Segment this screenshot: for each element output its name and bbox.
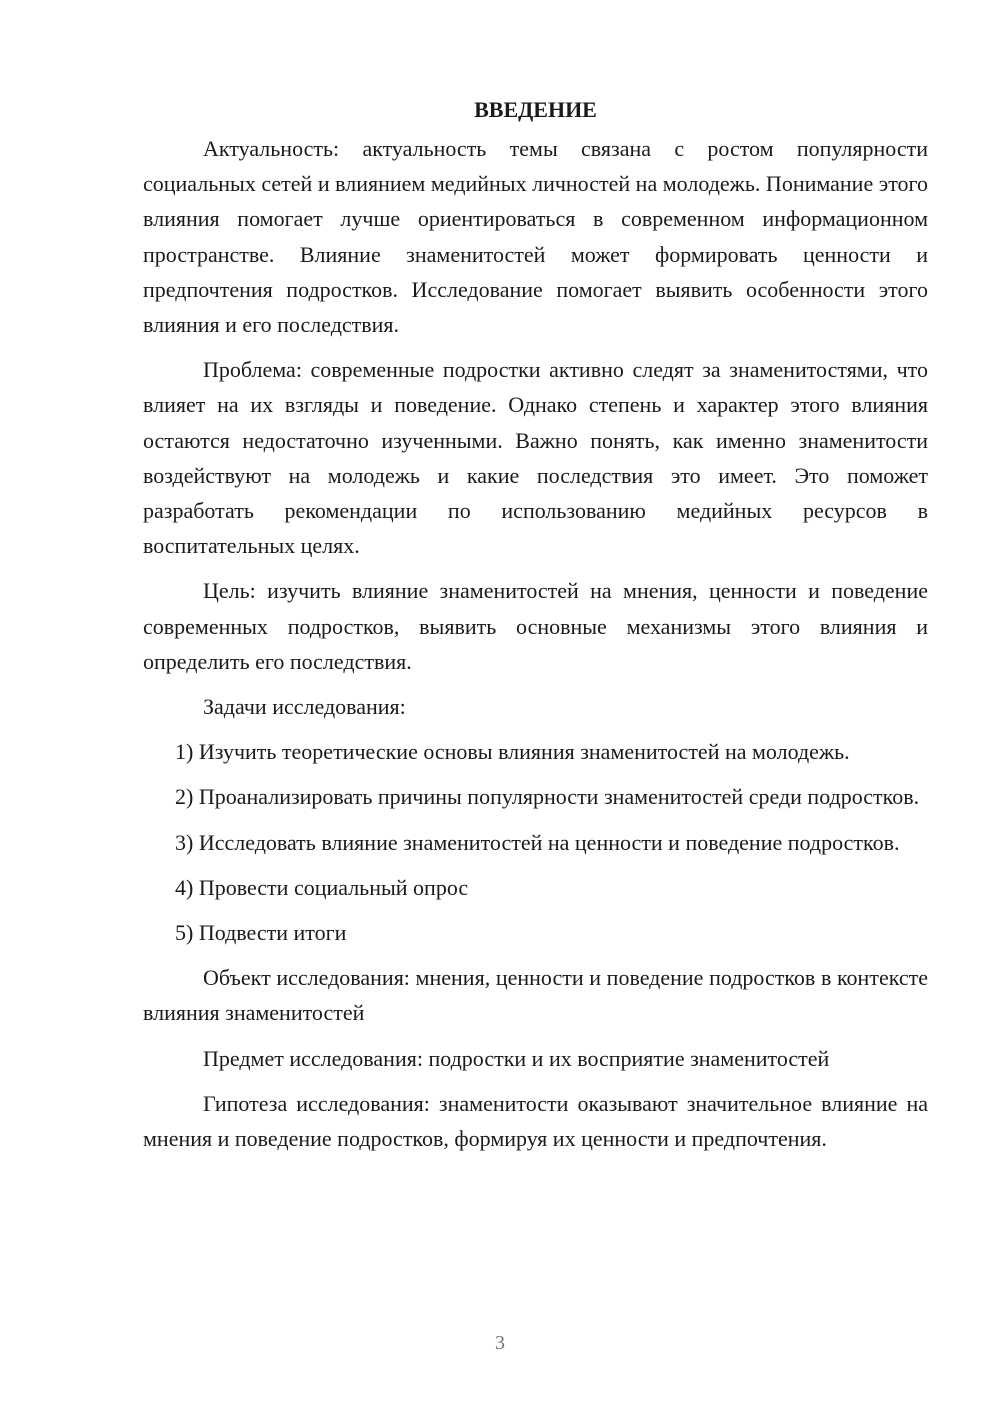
goal-paragraph: Цель: изучить влияние знаменитостей на мнения, ценности и поведение современных подростков, выявить основные механизмы этого влияния и определить его последствия. bbox=[143, 578, 928, 674]
subject-paragraph: Предмет исследования: подростки и их восприятие знаменитостей bbox=[203, 1045, 830, 1071]
task-item-1: 1) Изучить теоретические основы влияния знаменитостей на молодежь. bbox=[175, 739, 850, 765]
task-item-5: 5) Подвести итоги bbox=[175, 920, 347, 946]
task-item-3: 3) Исследовать влияние знаменитостей на ценности и поведение подростков. bbox=[175, 829, 900, 855]
object-paragraph: Объект исследования: мнения, ценности и поведение подростков в контексте влияния знаменитостей bbox=[143, 965, 928, 1026]
task-item-2: 2) Проанализировать причины популярности знаменитостей среди подростков. bbox=[175, 784, 920, 810]
page-title: ВВЕДЕНИЕ bbox=[474, 97, 597, 122]
relevance-paragraph: Актуальность: актуальность темы связана с ростом популярности социальных сетей и влиянием медийных личностей на молодежь. Понимание этого влияния помогает лучше ориентироваться в современном информационном пространстве. Влияние знаменитостей может формировать ценности и предпочтения подростков. Исследование помогает выявить особенности этого влияния и его последствия. bbox=[143, 136, 928, 338]
tasks-heading: Задачи исследования: bbox=[203, 694, 406, 720]
problem-paragraph: Проблема: современные подростки активно следят за знаменитостями, что влияет на их взгляды и поведение. Однако степень и характер этого влияния остаются недостаточно изученными. Важно понять, как именно знаменитости воздействуют на молодежь и какие последствия это имеет. Это поможет разработать рекомендации по использованию медийных ресурсов в воспитательных целях. bbox=[143, 357, 928, 559]
page-number: 3 bbox=[495, 1332, 505, 1354]
document-page bbox=[143, 94, 928, 1166]
hypothesis-paragraph: Гипотеза исследования: знаменитости оказывают значительное влияние на мнения и поведение подростков, формируя их ценности и предпочтения. bbox=[143, 1090, 928, 1152]
task-item-4: 4) Провести социальный опрос bbox=[175, 874, 469, 900]
